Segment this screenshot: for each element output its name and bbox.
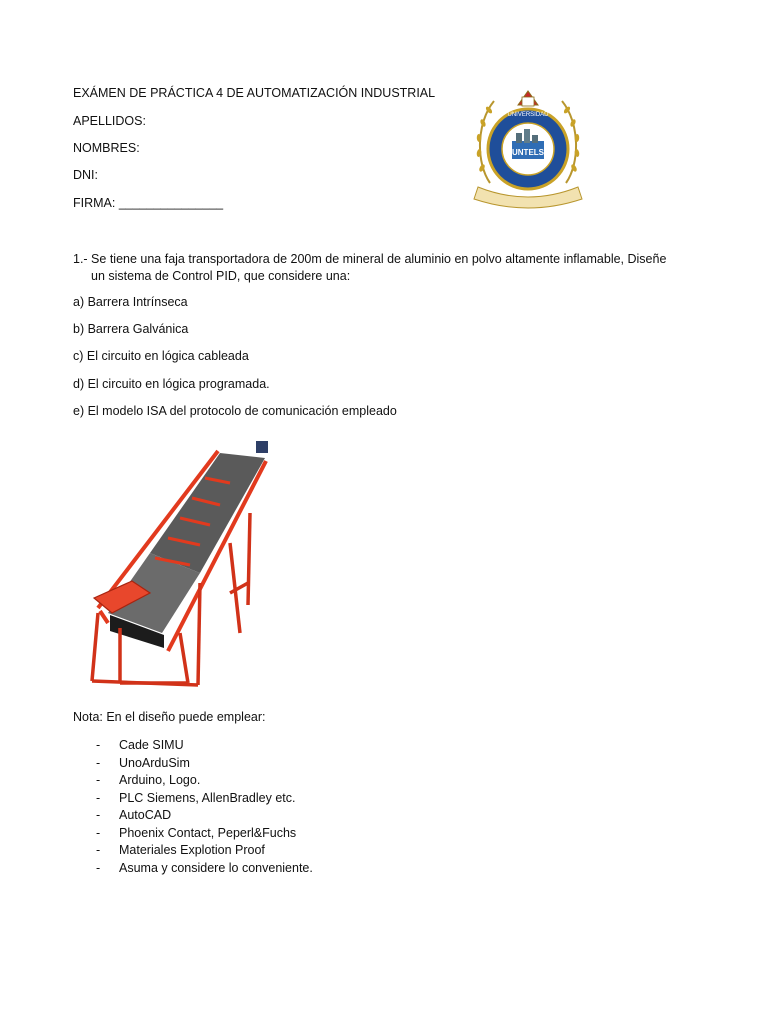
list-item-text: Phoenix Contact, Peperl&Fuchs <box>119 825 297 840</box>
bullet-dash: - <box>96 755 101 770</box>
bullet-dash: - <box>96 860 101 875</box>
list-item-text: Asuma y considere lo conveniente. <box>119 860 313 875</box>
bullet-dash: - <box>96 808 101 822</box>
question-1 <box>73 251 713 285</box>
question-1-line2: un sistema de Control PID, que considere una: <box>91 269 351 283</box>
list-item-text: PLC Siemens, AllenBradley etc. <box>119 790 296 805</box>
nombres-label: NOMBRES: <box>73 141 140 155</box>
list-item <box>96 772 313 790</box>
bullet-dash: - <box>96 825 101 840</box>
list-item-text: Arduino, Logo. <box>119 773 201 787</box>
list-item <box>96 755 313 773</box>
bullet-dash: - <box>96 790 101 805</box>
list-item-text: Materiales Explotion Proof <box>119 843 265 857</box>
apellidos-label: APELLIDOS: <box>73 114 146 128</box>
bullet-dash: - <box>96 843 101 857</box>
firma-label: FIRMA: _______________ <box>73 196 224 210</box>
list-item <box>96 860 313 878</box>
list-item <box>96 807 313 825</box>
conveyor-belt-image <box>80 433 280 691</box>
question-item-e: e) El modelo ISA del protocolo de comunicación empleado <box>73 404 397 418</box>
question-item-c: c) El circuito en lógica cableada <box>73 349 249 363</box>
question-1-line1: 1.- Se tiene una faja transportadora de 200m de mineral de aluminio en polvo altamente inflamable, Diseñe <box>73 252 667 266</box>
nota-label: Nota: En el diseño puede emplear: <box>73 710 266 724</box>
list-item <box>96 790 313 808</box>
question-item-b: b) Barrera Galvánica <box>73 322 189 336</box>
question-item-d: d) El circuito en lógica programada. <box>73 377 270 391</box>
question-item-a: a) Barrera Intrínseca <box>73 295 188 309</box>
list-item-text: UnoArduSim <box>119 755 190 770</box>
bullet-dash: - <box>96 773 101 787</box>
list-item <box>96 825 313 843</box>
dni-label: DNI: <box>73 168 98 182</box>
list-item <box>96 737 313 755</box>
list-item-text: Cade SIMU <box>119 738 184 752</box>
seal-center-text: UNTELS <box>512 148 544 157</box>
exam-title: EXÁMEN DE PRÁCTICA 4 DE AUTOMATIZACIÓN INDUSTRIAL <box>73 86 436 100</box>
seal-top-text: UNIVERSIDAD <box>507 112 549 118</box>
nota-list <box>96 737 313 877</box>
list-item-text: AutoCAD <box>119 808 172 822</box>
university-seal-logo <box>470 83 586 215</box>
bullet-dash: - <box>96 738 101 752</box>
list-item <box>96 842 313 860</box>
